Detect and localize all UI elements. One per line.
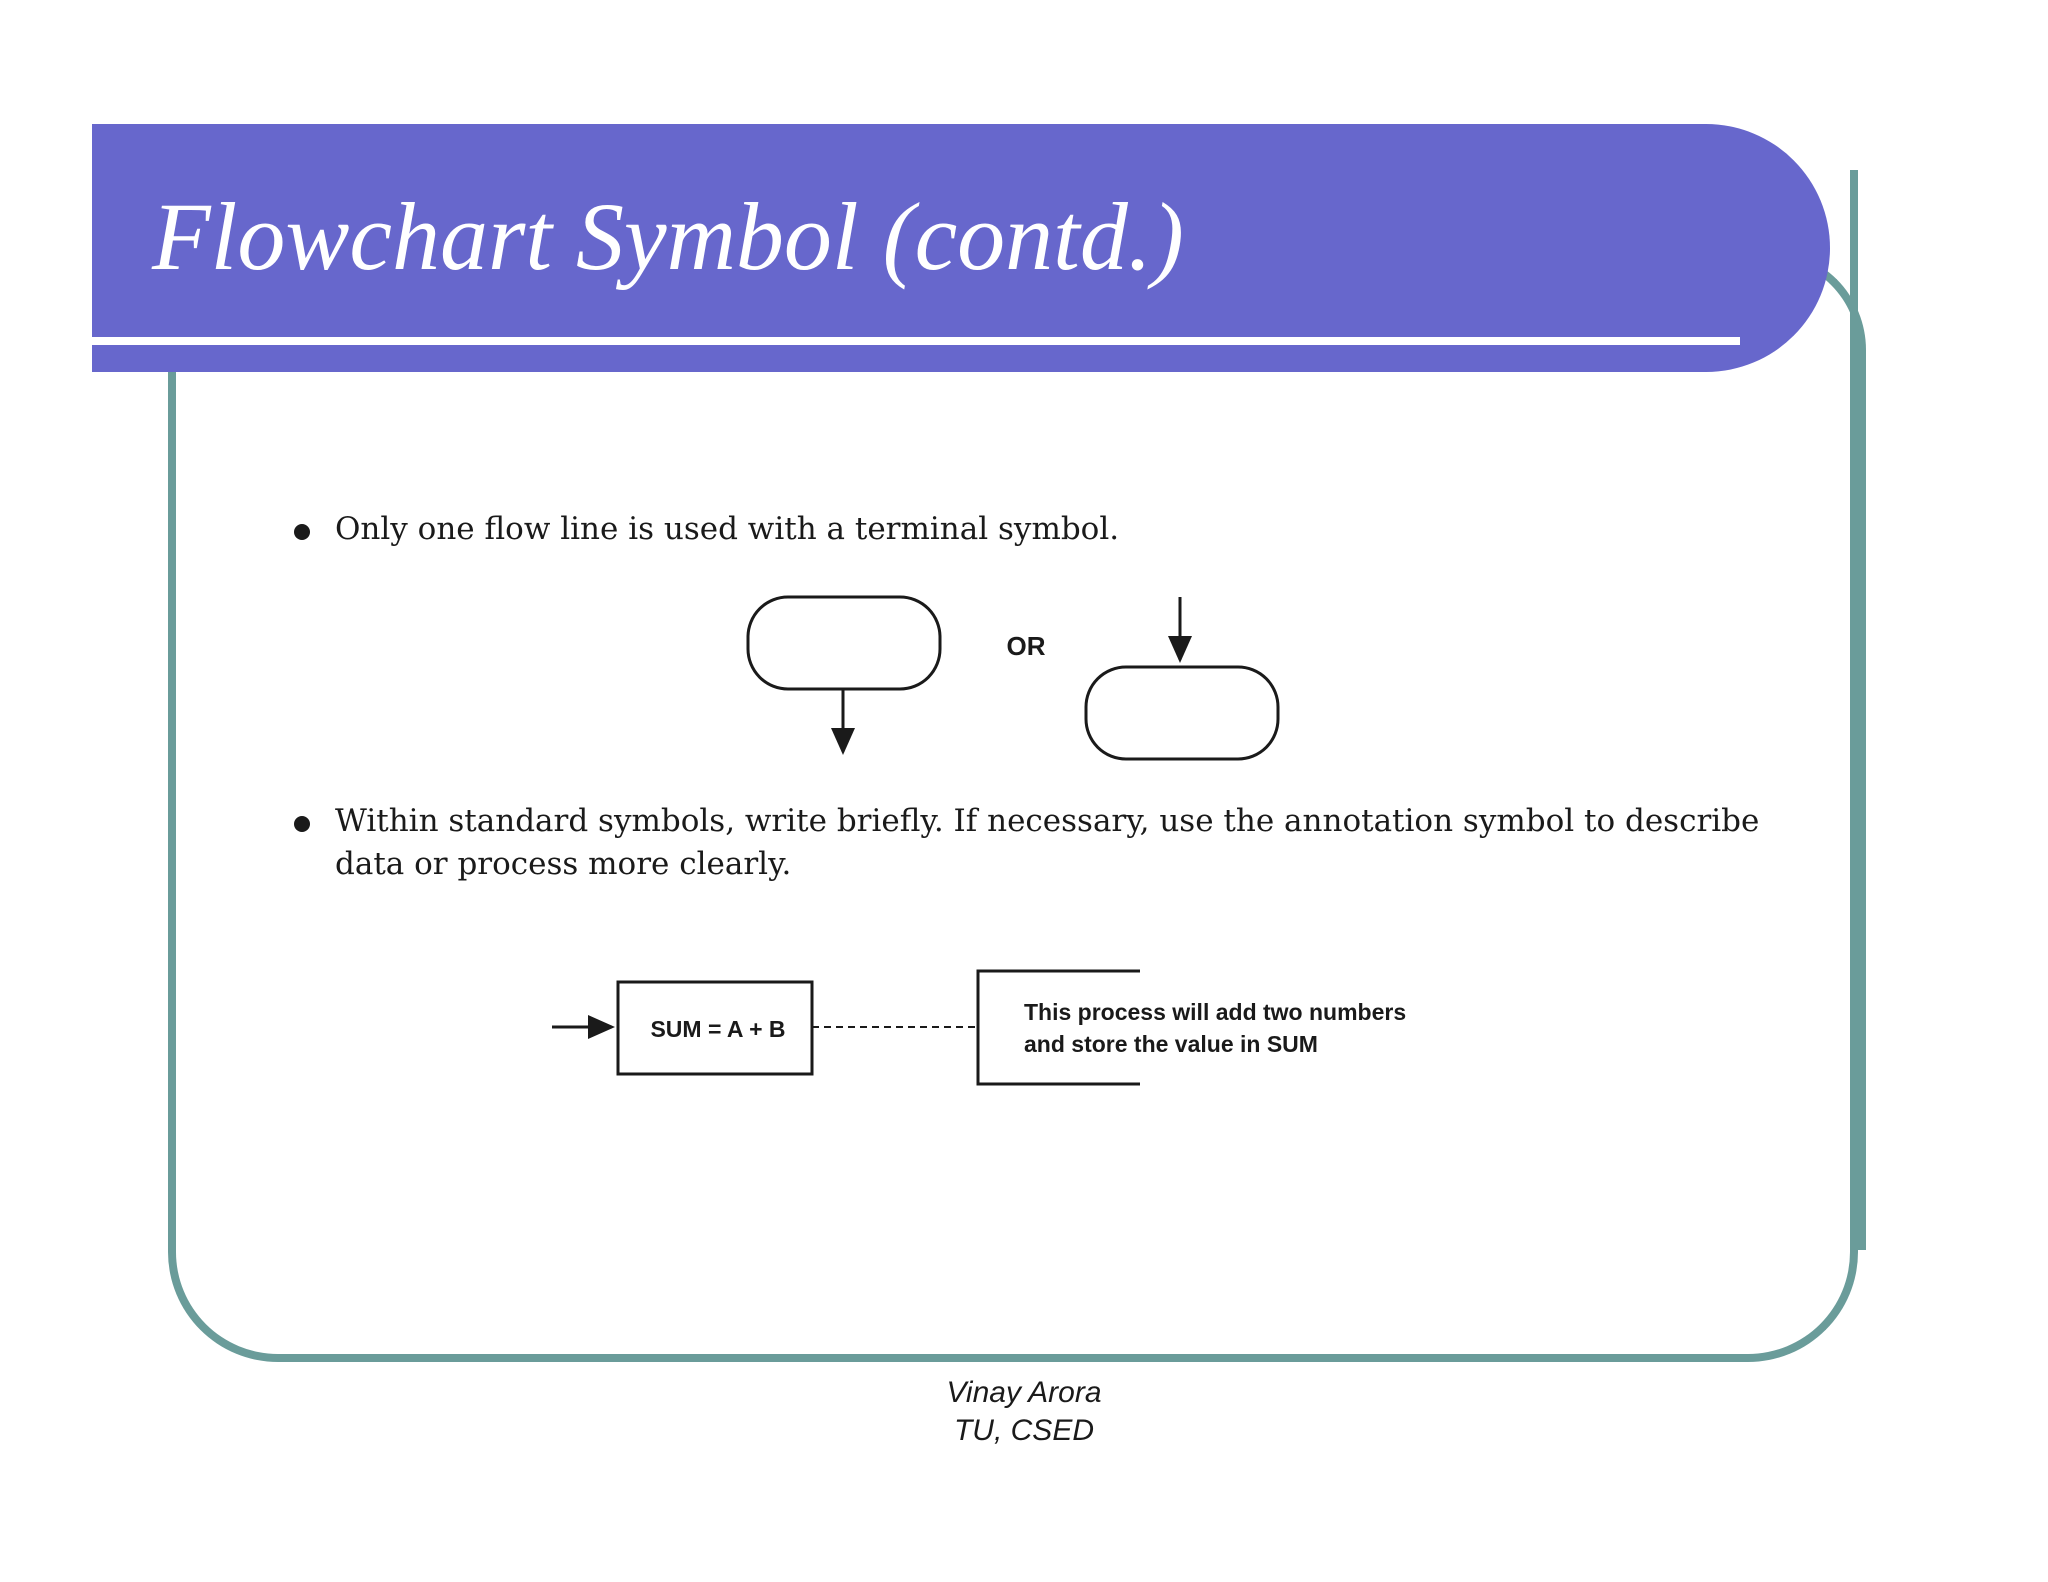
terminal-in-diagram xyxy=(1086,597,1278,759)
bullet-2-line-2: data or process more clearly. xyxy=(335,846,792,882)
bullet-2-line-1: Within standard symbols, write briefly. If necessary, use the annotation symbol to describe xyxy=(335,803,1760,839)
annotation-text-line-1: This process will add two numbers xyxy=(1024,999,1407,1025)
annotation-bracket xyxy=(978,971,1140,1084)
terminal-out-diagram xyxy=(748,597,940,752)
terminal-symbol-left xyxy=(748,597,940,689)
terminal-symbol-right xyxy=(1086,667,1278,759)
slide-title: Flowchart Symbol (contd.) xyxy=(152,183,1184,290)
process-label: SUM = A + B xyxy=(650,1016,786,1042)
annotation-diagram xyxy=(552,971,1406,1084)
or-label: OR xyxy=(1006,631,1046,661)
footer-author: Vinay Arora xyxy=(946,1376,1102,1409)
footer-affiliation: TU, CSED xyxy=(953,1414,1094,1447)
annotation-text-line-2: and store the value in SUM xyxy=(1024,1031,1318,1057)
bullet-1-line-1: Only one flow line is used with a terminal symbol. xyxy=(335,511,1120,547)
